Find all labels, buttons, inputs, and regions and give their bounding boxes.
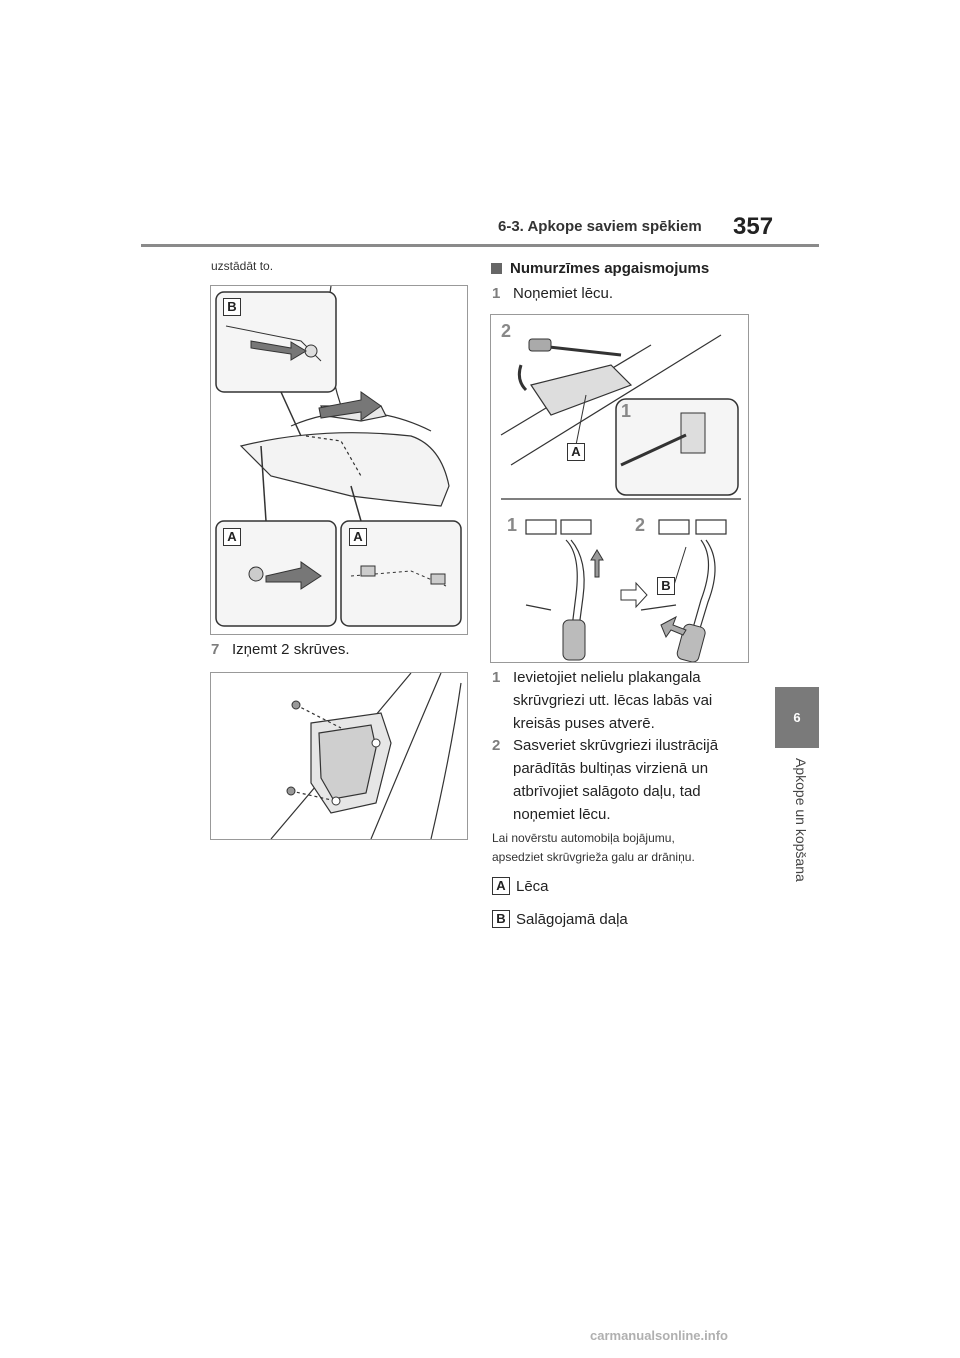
header-rule xyxy=(141,244,819,247)
heading-square-icon xyxy=(491,263,502,274)
step-line: Ievietojiet nelielu plakangala xyxy=(513,669,701,686)
step-line: atbrīvojiet salāgoto daļu, tad xyxy=(513,783,701,800)
step-line: parādītās bultiņas virzienā un xyxy=(513,760,709,777)
label-b: B xyxy=(223,298,241,316)
substep-1 xyxy=(492,666,754,735)
note-line: Lai novērstu automobiļa bojājumu, xyxy=(492,831,675,845)
step-line: kreisās puses atverē. xyxy=(513,715,655,732)
step-number: 1 xyxy=(492,669,501,686)
legend-item-a xyxy=(492,875,549,899)
section-title: 6-3. Apkope saviem spēkiem xyxy=(498,218,702,235)
screws-illustration xyxy=(211,673,467,839)
legend-text: Lēca xyxy=(516,878,549,895)
footer-watermark: carmanualsonline.info xyxy=(590,1328,728,1343)
note xyxy=(492,829,695,867)
bumper-illustration xyxy=(211,286,467,634)
chapter-number: 6 xyxy=(793,710,801,725)
step-line: Sasveriet skrūvgriezi ilustrācijā xyxy=(513,737,719,754)
step-number: 1 xyxy=(492,285,501,302)
legend-key: A xyxy=(492,877,510,895)
lens-illustration xyxy=(491,315,748,662)
step-7 xyxy=(211,638,473,661)
legend-item-b xyxy=(492,908,628,932)
heading-text: Numurzīmes apgaismojums xyxy=(510,260,710,277)
stage-label: 1 xyxy=(621,401,632,421)
label-a: A xyxy=(349,528,367,546)
step-line: skrūvgriezi utt. lēcas labās vai xyxy=(513,692,713,709)
note-line: apsedziet skrūvgrieža galu ar drāniņu. xyxy=(492,850,695,864)
stage-label: 2 xyxy=(635,515,646,535)
step-1 xyxy=(492,282,754,305)
label-b: B xyxy=(657,577,675,595)
step-number: 7 xyxy=(211,641,220,658)
legend-key: B xyxy=(492,910,510,928)
step-line: noņemiet lēcu. xyxy=(513,806,611,823)
chapter-title: Apkope un kopšana xyxy=(793,758,809,882)
step-number: 2 xyxy=(492,737,501,754)
label-a: A xyxy=(223,528,241,546)
figure-bumper-removal xyxy=(210,285,468,635)
stage-label: 1 xyxy=(507,515,518,535)
stage-label: 2 xyxy=(501,321,512,341)
continued-text: uzstādāt to. xyxy=(211,259,274,273)
figure-lens-removal xyxy=(490,314,749,663)
step-text: Noņemiet lēcu. xyxy=(513,285,614,302)
page-number: 357 xyxy=(733,213,774,240)
label-a: A xyxy=(567,443,585,461)
step-text: Izņemt 2 skrūves. xyxy=(232,641,350,658)
section-heading xyxy=(491,257,709,281)
legend-text: Salāgojamā daļa xyxy=(516,911,628,928)
figure-screws xyxy=(210,672,468,840)
substep-2 xyxy=(492,734,754,826)
